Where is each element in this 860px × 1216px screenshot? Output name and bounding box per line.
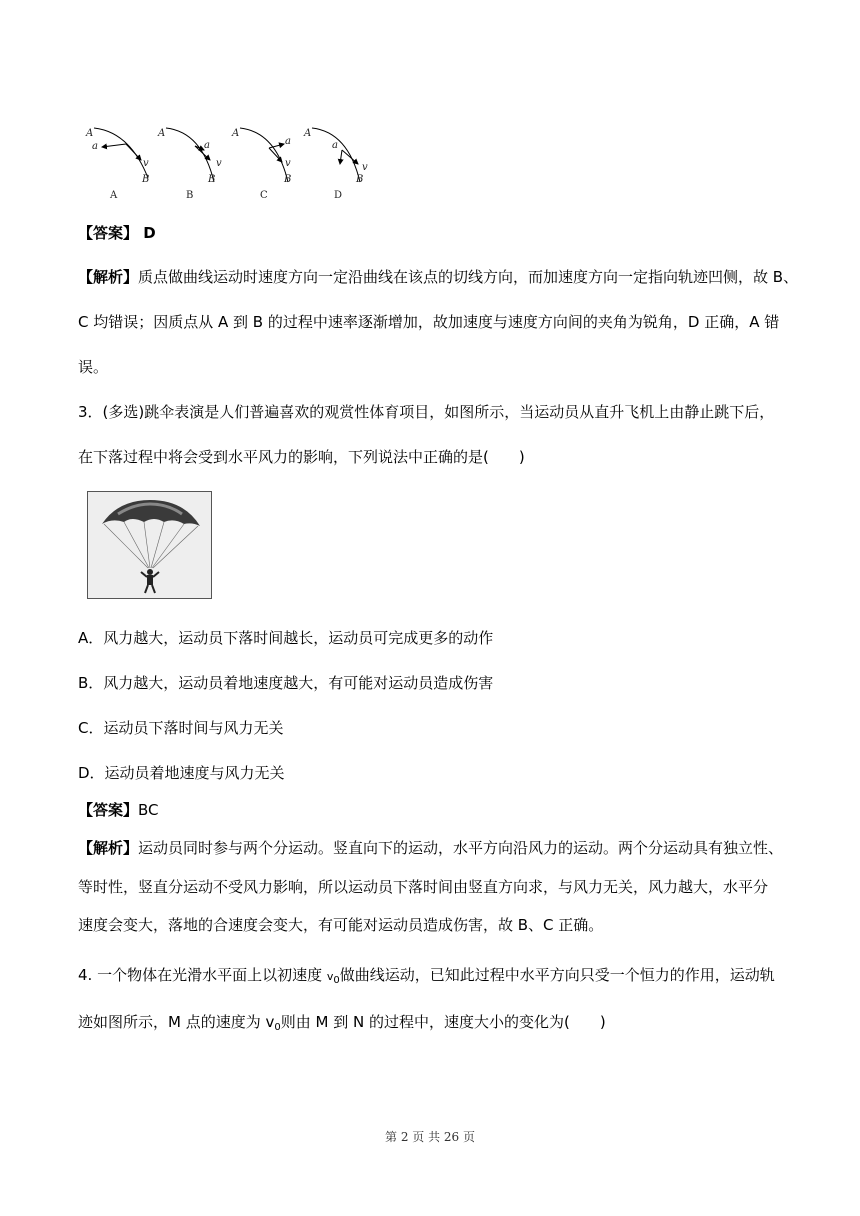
parachutist-image xyxy=(88,492,211,598)
q3-analysis-line-1 xyxy=(78,837,783,859)
analysis-label: 【解析】 xyxy=(78,268,139,286)
velocity-label: v xyxy=(285,158,291,169)
velocity-label: v xyxy=(362,162,368,173)
trajectory-figure xyxy=(80,120,380,204)
velocity-label: v xyxy=(143,158,149,169)
q2-analysis-line-1 xyxy=(78,266,798,288)
analysis-label: 【解析】 xyxy=(78,839,139,857)
panel-caption: D xyxy=(334,190,343,201)
q4-stem-line-1: 4. 一个物体在光滑水平面上以初速度 $v_0$做曲线运动，已知此过程中水平方向只受一个恒力的作用，运动轨 xyxy=(78,966,775,986)
accel-label: a xyxy=(332,140,338,151)
point-b-label: B xyxy=(208,174,216,185)
point-b-label: B xyxy=(142,174,150,185)
q3-option-a: A．风力越大，运动员下落时间越长，运动员可完成更多的动作 xyxy=(78,629,494,647)
q3-analysis-line-2: 等时性，竖直分运动不受风力影响，所以运动员下落时间由竖直方向求，与风力无关，风力越大，水平分 xyxy=(78,878,769,896)
q3-option-b: B．风力越大，运动员着地速度越大，有可能对运动员造成伤害 xyxy=(78,674,494,692)
q2-analysis-line-3: 误。 xyxy=(78,358,109,376)
answer-label: 【答案】 xyxy=(78,801,139,819)
q3-answer xyxy=(78,799,159,821)
point-a-label: A xyxy=(304,128,312,139)
panel-caption: C xyxy=(260,190,268,201)
q3-stem-line-2: 在下落过程中将会受到水平风力的影响，下列说法中正确的是( ) xyxy=(78,448,525,466)
q4-stem-line-2: 迹如图所示，M 点的速度为 $v_0$则由 M 到 N 的过程中，速度大小的变化为( ) xyxy=(78,1013,606,1033)
trajectory-panel-d xyxy=(303,128,368,201)
q2-answer xyxy=(78,222,156,244)
point-a-label: A xyxy=(232,128,240,139)
analysis-text: 质点做曲线运动时速度方向一定沿曲线在该点的切线方向，而加速度方向一定指向轨迹凹侧，故 B、 xyxy=(138,268,799,286)
q3-stem-line-1: 3．(多选)跳伞表演是人们普遍喜欢的观赏性体育项目，如图所示，当运动员从直升飞机上由静止跳下后， xyxy=(78,403,775,421)
accel-label: a xyxy=(204,140,210,151)
answer-value: D xyxy=(143,224,156,242)
accel-label: a xyxy=(92,141,98,152)
trajectory-panel-c xyxy=(231,128,291,201)
point-a-label: A xyxy=(158,128,166,139)
answer-value: BC xyxy=(138,801,159,819)
page-footer: 第 2 页 共 26 页 xyxy=(385,1130,475,1144)
answer-label: 【答案】 xyxy=(78,224,139,242)
panel-caption: A xyxy=(110,190,118,201)
q2-analysis-line-2: C 均错误；因质点从 A 到 B 的过程中速率逐渐增加，故加速度与速度方向间的夹角为锐角，D 正确，A 错 xyxy=(78,313,780,331)
q3-option-d: D．运动员着地速度与风力无关 xyxy=(78,764,285,782)
q3-option-c: C．运动员下落时间与风力无关 xyxy=(78,719,284,737)
point-b-label: B xyxy=(284,174,292,185)
point-b-label: B xyxy=(356,174,364,185)
analysis-text: 运动员同时参与两个分运动。竖直向下的运动，水平方向沿风力的运动。两个分运动具有独立性、 xyxy=(138,839,784,857)
parachute-photo xyxy=(87,491,212,599)
trajectory-panel-b xyxy=(157,128,222,201)
q3-analysis-line-3: 速度会变大，落地的合速度会变大，有可能对运动员造成伤害，故 B、C 正确。 xyxy=(78,916,604,934)
accel-label: a xyxy=(285,136,291,147)
point-a-label: A xyxy=(86,128,94,139)
trajectory-panel-a xyxy=(85,128,149,201)
velocity-label: v xyxy=(216,158,222,169)
panel-caption: B xyxy=(186,190,194,201)
